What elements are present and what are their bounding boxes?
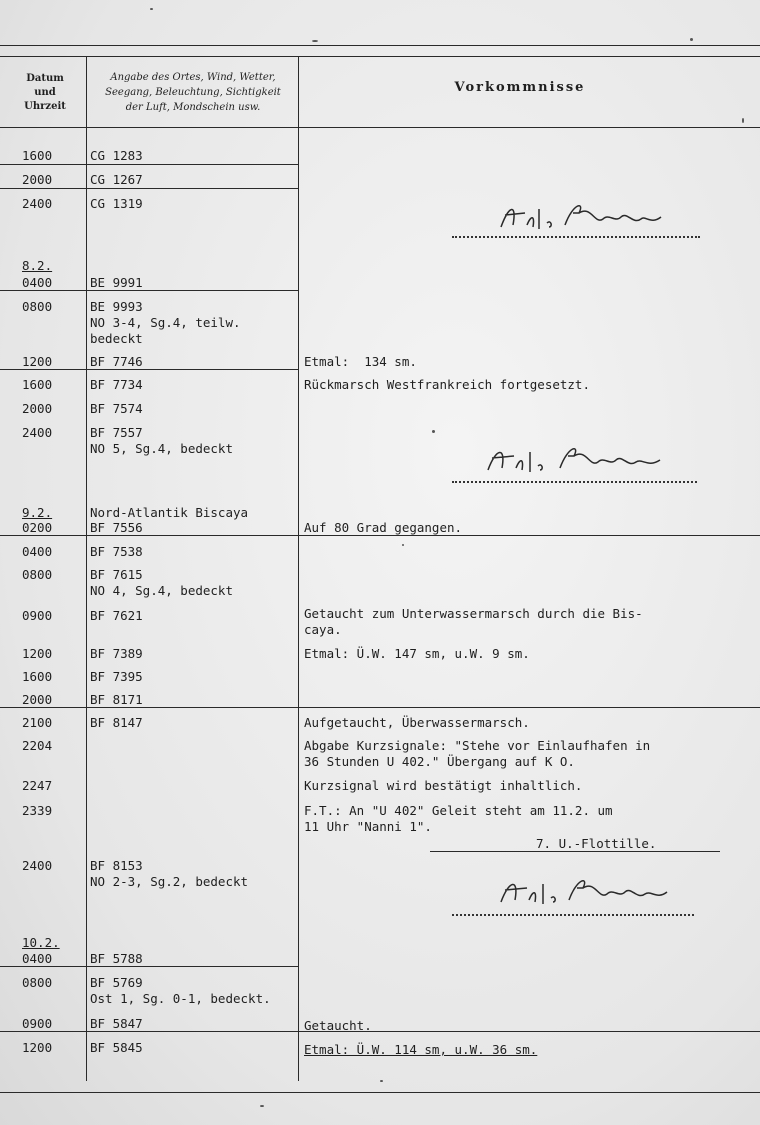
- header-date-column: [10, 72, 80, 114]
- entry-time: 2000: [22, 692, 53, 707]
- header-top-rule: [0, 56, 760, 57]
- header-place-line: Angabe des Ortes, Wind, Wetter,: [110, 72, 276, 83]
- header-date-line: Datum: [26, 73, 64, 84]
- entry-time: 2339: [22, 803, 53, 818]
- entry-time: 0400: [22, 951, 53, 966]
- row-rule: [0, 290, 298, 291]
- entry-time: 0200: [22, 520, 53, 535]
- entry-place: BF 7556: [90, 520, 143, 535]
- entry-place: NO 2-3, Sg.2, bedeckt: [90, 874, 249, 889]
- entry-place: BF 7621: [90, 608, 143, 623]
- entry-time: 2204: [22, 738, 53, 753]
- entry-time: 2000: [22, 172, 53, 187]
- entry-time: 0800: [22, 567, 53, 582]
- entry-time: 1600: [22, 669, 53, 684]
- entry-event: Aufgetaucht, Überwassermarsch.: [304, 715, 530, 730]
- scan-speck: [742, 118, 744, 123]
- entry-place: BE 9991: [90, 275, 143, 290]
- entry-time: 2400: [22, 425, 53, 440]
- entry-event: Etmal: Ü.W. 147 sm, u.W. 9 sm.: [304, 646, 530, 661]
- entry-date: 10.2.: [22, 935, 60, 950]
- scan-speck: [260, 1105, 264, 1107]
- entry-place: BF 7746: [90, 354, 143, 369]
- entry-time: 0400: [22, 275, 53, 290]
- column-divider-1: [86, 56, 87, 1081]
- signature-dotted-line: [452, 914, 694, 916]
- entry-event: caya.: [304, 622, 342, 637]
- header-bottom-rule: [0, 127, 760, 128]
- signature-dotted-line: [452, 481, 697, 483]
- signature-dotted-line: [452, 236, 700, 238]
- entry-place: BF 7734: [90, 377, 143, 392]
- entry-place: BF 7615: [90, 567, 143, 582]
- entry-time: 1200: [22, 1040, 53, 1055]
- entry-time: 2400: [22, 196, 53, 211]
- entry-time: 2100: [22, 715, 53, 730]
- entry-event: Abgabe Kurzsignale: "Stehe vor Einlaufhafen in: [304, 738, 651, 753]
- scan-speck: [312, 40, 318, 42]
- signature-rule: [430, 851, 720, 852]
- row-rule: [0, 188, 298, 189]
- row-rule: [0, 707, 760, 708]
- row-rule: [0, 369, 298, 370]
- column-divider-2: [298, 56, 299, 1081]
- entry-event: Getaucht.: [304, 1018, 372, 1033]
- entry-place: NO 3-4, Sg.4, teilw.: [90, 315, 241, 330]
- entry-time: 0800: [22, 975, 53, 990]
- entry-place: BF 5845: [90, 1040, 143, 1055]
- entry-time: 2400: [22, 858, 53, 873]
- entry-place: BF 8153: [90, 858, 143, 873]
- entry-place: BF 8147: [90, 715, 143, 730]
- row-rule: [0, 966, 298, 967]
- entry-time: 1200: [22, 354, 53, 369]
- entry-place: BF 7557: [90, 425, 143, 440]
- entry-place: BF 7574: [90, 401, 143, 416]
- entry-place: CG 1283: [90, 148, 143, 163]
- entry-place: BF 7395: [90, 669, 143, 684]
- entry-time: 0900: [22, 1016, 53, 1031]
- entry-place: CG 1319: [90, 196, 143, 211]
- entry-time: 0800: [22, 299, 53, 314]
- entry-place: Ost 1, Sg. 0-1, bedeckt.: [90, 991, 271, 1006]
- entry-event: Etmal: 134 sm.: [304, 354, 417, 369]
- scan-speck: [690, 38, 693, 41]
- entry-time: 0900: [22, 608, 53, 623]
- entry-place: BF 5769: [90, 975, 143, 990]
- top-rule: [0, 45, 760, 46]
- bottom-rule: [0, 1092, 760, 1093]
- commander-signature: [495, 872, 685, 912]
- scan-speck: [432, 430, 435, 433]
- entry-place: CG 1267: [90, 172, 143, 187]
- entry-event: F.T.: An "U 402" Geleit steht am 11.2. um: [304, 803, 613, 818]
- entry-place: NO 5, Sg.4, bedeckt: [90, 441, 233, 456]
- entry-place: NO 4, Sg.4, bedeckt: [90, 583, 233, 598]
- scan-speck: [380, 1080, 383, 1082]
- entry-event: 11 Uhr "Nanni 1".: [304, 819, 432, 834]
- entry-date: 8.2.: [22, 258, 53, 273]
- row-rule: [0, 1031, 760, 1032]
- entry-place: BE 9993: [90, 299, 143, 314]
- entry-time: 1600: [22, 377, 53, 392]
- header-date-line: und: [34, 87, 56, 98]
- entry-event: Kurzsignal wird bestätigt inhaltlich.: [304, 778, 583, 793]
- entry-time: 2000: [22, 401, 53, 416]
- entry-time: 1200: [22, 646, 53, 661]
- entry-time: 0400: [22, 544, 53, 559]
- entry-place: BF 5847: [90, 1016, 143, 1031]
- entry-place: BF 7538: [90, 544, 143, 559]
- row-rule: [0, 164, 298, 165]
- scan-speck: [150, 8, 153, 10]
- header-place-line: der Luft, Mondschein usw.: [125, 102, 261, 113]
- header-events-column: Vorkommnisse: [454, 80, 586, 95]
- entry-place: bedeckt: [90, 331, 143, 346]
- entry-place: BF 5788: [90, 951, 143, 966]
- entry-event: 36 Stunden U 402." Übergang auf K O.: [304, 754, 575, 769]
- entry-date: 9.2.: [22, 505, 53, 520]
- entry-time: 1600: [22, 148, 53, 163]
- entry-place: Nord-Atlantik Biscaya: [90, 505, 249, 520]
- entry-event: Etmal: Ü.W. 114 sm, u.W. 36 sm.: [304, 1042, 538, 1057]
- entry-time: 2247: [22, 778, 53, 793]
- commander-signature: [495, 195, 685, 240]
- header-date-line: Uhrzeit: [24, 101, 66, 112]
- entry-place: BF 7389: [90, 646, 143, 661]
- entry-event: Rückmarsch Westfrankreich fortgesetzt.: [304, 377, 590, 392]
- header-place-column: [88, 70, 298, 115]
- commander-signature: [482, 440, 682, 480]
- entry-event: Getaucht zum Unterwassermarsch durch die Bis-: [304, 606, 643, 621]
- entry-place: BF 8171: [90, 692, 143, 707]
- entry-event: 7. U.-Flottille.: [536, 836, 657, 851]
- header-place-line: Seegang, Beleuchtung, Sichtigkeit: [105, 87, 281, 98]
- entry-event: Auf 80 Grad gegangen.: [304, 520, 463, 535]
- row-rule: [0, 535, 760, 536]
- scan-speck: [402, 544, 404, 546]
